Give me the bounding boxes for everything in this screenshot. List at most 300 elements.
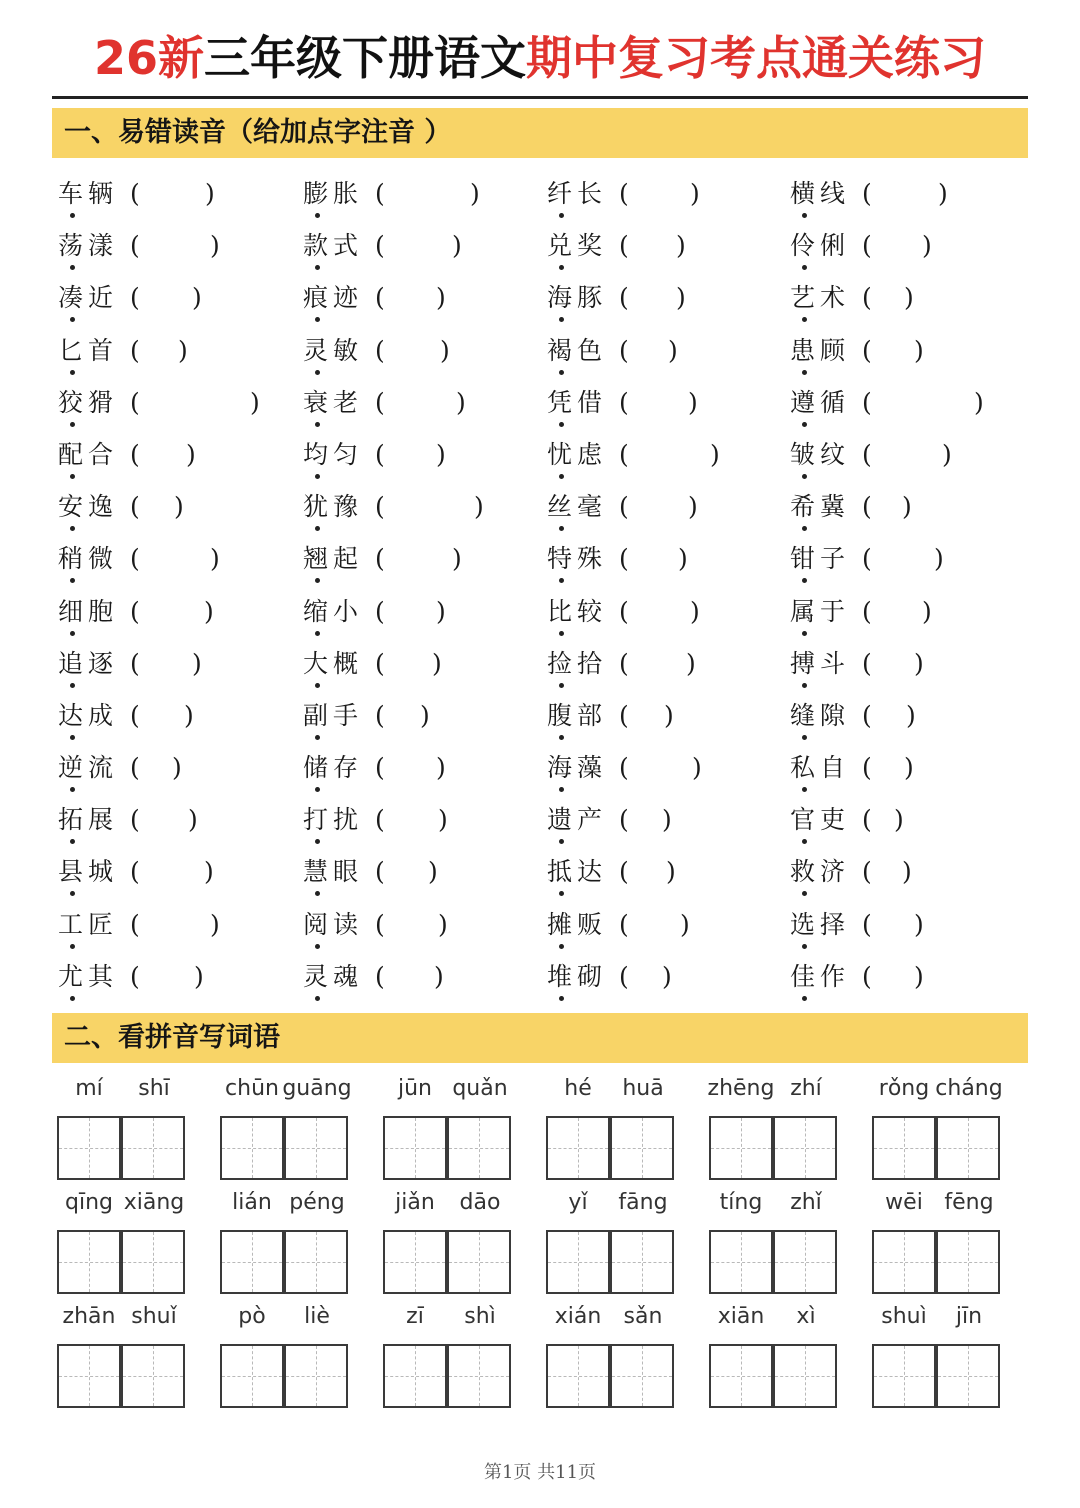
pinyin-syllable: xiāng (123, 1190, 185, 1215)
answer-blank[interactable] (639, 176, 686, 212)
answer-blank[interactable] (150, 646, 188, 682)
close-paren: ) (172, 753, 187, 783)
close-paren: ) (678, 544, 693, 574)
answer-blank[interactable] (395, 489, 470, 525)
writing-box[interactable] (773, 1116, 837, 1180)
word-row (0, 846, 1080, 898)
word-text: 凭借 (547, 377, 607, 429)
pinyin-syllable: wēi (885, 1190, 923, 1215)
word-item (58, 272, 212, 324)
answer-blank[interactable] (150, 489, 170, 525)
answer-blank[interactable] (882, 176, 934, 212)
writing-box[interactable] (57, 1344, 121, 1408)
answer-blank[interactable] (639, 959, 658, 995)
close-paren: ) (436, 283, 451, 313)
page-title (0, 28, 1080, 88)
pinyin-syllable: huā (622, 1076, 664, 1101)
word-text: 横线 (790, 168, 850, 220)
writing-box[interactable] (709, 1344, 773, 1408)
word-item (547, 481, 708, 533)
page-footer: 第1页 共11页 (483, 1462, 597, 1483)
open-paren: ( (862, 596, 877, 626)
word-item (547, 272, 696, 324)
writing-box[interactable] (383, 1344, 447, 1408)
close-paren: ) (210, 231, 225, 261)
word-row (0, 951, 1080, 1003)
writing-box[interactable] (936, 1116, 1000, 1180)
word-item (303, 638, 452, 690)
pinyin-word-block (220, 1072, 350, 1187)
answer-blank[interactable] (882, 437, 938, 473)
writing-box[interactable] (57, 1230, 121, 1294)
word-row (0, 899, 1080, 951)
pinyin-syllable: quǎn (452, 1076, 508, 1101)
word-item (790, 481, 922, 533)
word-text: 尤其 (58, 951, 118, 1003)
answer-blank[interactable] (395, 854, 424, 890)
word-text: 逆流 (58, 742, 118, 794)
writing-box[interactable] (447, 1344, 511, 1408)
writing-box[interactable] (610, 1344, 674, 1408)
answer-blank[interactable] (639, 594, 686, 630)
close-paren: ) (194, 961, 209, 991)
answer-blank[interactable] (882, 646, 910, 682)
answer-blank[interactable] (639, 541, 674, 577)
close-paren: ) (690, 596, 705, 626)
writing-box[interactable] (709, 1230, 773, 1294)
close-paren: ) (676, 231, 691, 261)
writing-box[interactable] (447, 1230, 511, 1294)
pinyin-word-block (546, 1186, 676, 1301)
word-text: 选择 (790, 899, 850, 951)
pinyin-word-block (546, 1300, 676, 1415)
open-paren: ( (375, 857, 390, 887)
answer-blank[interactable] (639, 907, 676, 943)
pinyin-syllable: jiǎn (395, 1190, 435, 1215)
answer-blank[interactable] (639, 437, 706, 473)
open-paren: ( (375, 596, 390, 626)
word-text: 海豚 (547, 272, 607, 324)
open-paren: ( (619, 805, 634, 835)
word-text: 遗产 (547, 794, 607, 846)
close-paren: ) (922, 231, 937, 261)
word-item (58, 638, 212, 690)
word-text: 佳作 (790, 951, 850, 1003)
open-paren: ( (375, 648, 390, 678)
word-item (58, 742, 192, 794)
word-item (58, 533, 230, 585)
writing-box[interactable] (546, 1116, 610, 1180)
word-text: 特殊 (547, 533, 607, 585)
answer-blank[interactable] (395, 228, 448, 264)
word-item (303, 794, 458, 846)
writing-box[interactable] (447, 1116, 511, 1180)
answer-blank[interactable] (882, 385, 970, 421)
open-paren: ( (862, 387, 877, 417)
answer-blank[interactable] (882, 333, 910, 369)
pinyin-word-block (709, 1072, 839, 1187)
pinyin-word-block (872, 1072, 1002, 1187)
close-paren: ) (210, 909, 225, 939)
title-part-1: 26新 (93, 31, 204, 85)
answer-blank[interactable] (639, 489, 684, 525)
pinyin-syllable: zhān (62, 1304, 116, 1329)
open-paren: ( (130, 387, 145, 417)
writing-box[interactable] (383, 1230, 447, 1294)
word-item (790, 899, 934, 951)
writing-box[interactable] (121, 1344, 185, 1408)
close-paren: ) (664, 700, 679, 730)
answer-blank[interactable] (150, 802, 184, 838)
word-row (0, 742, 1080, 794)
open-paren: ( (862, 700, 877, 730)
open-paren: ( (619, 179, 634, 208)
open-paren: ( (862, 439, 877, 469)
open-paren: ( (862, 805, 877, 835)
close-paren: ) (436, 596, 451, 626)
open-paren: ( (375, 231, 390, 261)
close-paren: ) (184, 700, 199, 730)
open-paren: ( (375, 805, 390, 835)
word-text: 荡漾 (58, 220, 118, 272)
writing-box[interactable] (284, 1344, 348, 1408)
close-paren: ) (440, 335, 455, 365)
word-text: 缩小 (303, 586, 363, 638)
answer-blank[interactable] (882, 854, 898, 890)
pinyin-syllable: dāo (459, 1190, 501, 1215)
close-paren: ) (934, 544, 949, 574)
writing-box[interactable] (383, 1116, 447, 1180)
word-text: 副手 (303, 690, 363, 742)
open-paren: ( (862, 857, 877, 887)
word-item (547, 377, 708, 429)
word-row (0, 638, 1080, 690)
answer-blank[interactable] (395, 541, 448, 577)
word-item (547, 168, 710, 220)
answer-blank[interactable] (639, 854, 662, 890)
answer-blank[interactable] (150, 437, 182, 473)
answer-blank[interactable] (150, 385, 246, 421)
section2-heading: 二、看拼音写词语 (52, 1013, 1028, 1063)
open-paren: ( (130, 961, 145, 991)
open-paren: ( (862, 492, 877, 522)
answer-blank[interactable] (150, 959, 190, 995)
pinyin-syllable: zhēng (707, 1076, 775, 1101)
pinyin-syllable: liè (304, 1304, 330, 1329)
pinyin-word-block (220, 1186, 350, 1301)
writing-box[interactable] (936, 1344, 1000, 1408)
word-text: 摊贩 (547, 899, 607, 951)
word-item (547, 533, 698, 585)
answer-blank[interactable] (395, 959, 430, 995)
open-paren: ( (619, 909, 634, 939)
pinyin-syllable: tíng (719, 1190, 763, 1215)
word-item (790, 846, 922, 898)
answer-blank[interactable] (639, 333, 664, 369)
word-item (303, 429, 456, 481)
close-paren: ) (178, 335, 193, 365)
close-paren: ) (922, 596, 937, 626)
writing-box[interactable] (121, 1230, 185, 1294)
writing-box[interactable] (872, 1344, 936, 1408)
answer-blank[interactable] (882, 541, 930, 577)
answer-blank[interactable] (395, 333, 436, 369)
word-item (547, 429, 730, 481)
open-paren: ( (862, 231, 877, 261)
word-text: 翘起 (303, 533, 363, 585)
word-item (790, 742, 924, 794)
answer-blank[interactable] (882, 594, 918, 630)
pinyin-word-block (57, 1300, 187, 1415)
word-item (790, 325, 934, 377)
open-paren: ( (619, 492, 634, 522)
close-paren: ) (420, 700, 435, 730)
word-item (58, 690, 204, 742)
open-paren: ( (375, 753, 390, 783)
word-text: 犹豫 (303, 481, 363, 533)
pinyin-word-block (220, 1300, 350, 1415)
answer-blank[interactable] (395, 750, 432, 786)
answer-blank[interactable] (882, 802, 892, 838)
answer-blank[interactable] (395, 802, 434, 838)
answer-blank[interactable] (395, 176, 466, 212)
word-item (58, 325, 198, 377)
open-paren: ( (130, 179, 145, 208)
word-item (58, 168, 225, 220)
close-paren: ) (690, 179, 705, 208)
pinyin-syllable: jūn (398, 1076, 432, 1101)
word-item (790, 377, 994, 429)
open-paren: ( (619, 335, 634, 365)
answer-blank[interactable] (150, 594, 200, 630)
open-paren: ( (862, 961, 877, 991)
close-paren: ) (186, 439, 201, 469)
open-paren: ( (619, 283, 634, 313)
answer-blank[interactable] (639, 228, 672, 264)
pinyin-syllable: zhǐ (790, 1190, 822, 1215)
word-text: 凑近 (58, 272, 118, 324)
word-item (303, 742, 456, 794)
writing-box[interactable] (773, 1344, 837, 1408)
writing-box[interactable] (709, 1116, 773, 1180)
word-text: 稍微 (58, 533, 118, 585)
pinyin-syllable: guāng (282, 1076, 352, 1101)
open-paren: ( (862, 753, 877, 783)
word-text: 腹部 (547, 690, 607, 742)
answer-blank[interactable] (150, 176, 201, 212)
answer-blank[interactable] (882, 698, 902, 734)
word-text: 安逸 (58, 481, 118, 533)
open-paren: ( (130, 596, 145, 626)
open-paren: ( (619, 231, 634, 261)
writing-box[interactable] (57, 1116, 121, 1180)
word-item (58, 794, 208, 846)
close-paren: ) (192, 283, 207, 313)
answer-blank[interactable] (639, 802, 658, 838)
word-text: 工匠 (58, 899, 118, 951)
answer-blank[interactable] (882, 280, 900, 316)
word-item (303, 168, 490, 220)
close-paren: ) (452, 544, 467, 574)
writing-box[interactable] (872, 1230, 936, 1294)
close-paren: ) (902, 857, 917, 887)
pinyin-syllable: pò (238, 1304, 266, 1329)
close-paren: ) (668, 335, 683, 365)
close-paren: ) (688, 492, 703, 522)
close-paren: ) (914, 648, 929, 678)
open-paren: ( (375, 283, 390, 313)
writing-box[interactable] (936, 1230, 1000, 1294)
word-item (790, 951, 934, 1003)
word-row (0, 168, 1080, 220)
pinyin-syllable: zhí (790, 1076, 822, 1101)
answer-blank[interactable] (639, 750, 688, 786)
open-paren: ( (862, 909, 877, 939)
answer-blank[interactable] (150, 280, 188, 316)
pinyin-word-block (872, 1300, 1002, 1415)
word-item (58, 220, 230, 272)
open-paren: ( (619, 544, 634, 574)
word-item (790, 533, 954, 585)
close-paren: ) (432, 648, 447, 678)
open-paren: ( (130, 544, 145, 574)
word-item (790, 220, 942, 272)
writing-box[interactable] (546, 1344, 610, 1408)
word-text: 匕首 (58, 325, 118, 377)
close-paren: ) (902, 492, 917, 522)
writing-box[interactable] (773, 1230, 837, 1294)
word-text: 救济 (790, 846, 850, 898)
answer-blank[interactable] (395, 646, 428, 682)
answer-blank[interactable] (150, 333, 174, 369)
word-item (58, 481, 194, 533)
answer-blank[interactable] (639, 698, 660, 734)
open-paren: ( (862, 648, 877, 678)
word-text: 打扰 (303, 794, 363, 846)
word-text: 比较 (547, 586, 607, 638)
open-paren: ( (130, 335, 145, 365)
pinyin-word-block (383, 1300, 513, 1415)
close-paren: ) (436, 753, 451, 783)
close-paren: ) (904, 283, 919, 313)
word-item (547, 690, 684, 742)
word-text: 痕迹 (303, 272, 363, 324)
close-paren: ) (438, 805, 453, 835)
word-item (547, 742, 712, 794)
answer-blank[interactable] (639, 280, 672, 316)
word-row (0, 533, 1080, 585)
word-text: 狡猾 (58, 377, 118, 429)
word-text: 灵魂 (303, 951, 363, 1003)
word-item (303, 220, 472, 272)
answer-blank[interactable] (882, 489, 898, 525)
answer-blank[interactable] (150, 750, 168, 786)
open-paren: ( (619, 700, 634, 730)
open-paren: ( (130, 909, 145, 939)
word-item (58, 586, 224, 638)
close-paren: ) (474, 492, 489, 522)
close-paren: ) (210, 544, 225, 574)
word-item (790, 794, 914, 846)
answer-blank[interactable] (639, 385, 684, 421)
word-row (0, 220, 1080, 272)
word-item (547, 951, 682, 1003)
word-text: 车辆 (58, 168, 118, 220)
answer-blank[interactable] (639, 646, 682, 682)
close-paren: ) (974, 387, 989, 417)
word-row (0, 325, 1080, 377)
writing-box[interactable] (121, 1116, 185, 1180)
writing-box[interactable] (546, 1230, 610, 1294)
answer-blank[interactable] (882, 959, 910, 995)
pinyin-syllable: fēng (944, 1190, 994, 1215)
answer-blank[interactable] (882, 750, 900, 786)
close-paren: ) (174, 492, 189, 522)
pinyin-syllable: hé (564, 1076, 592, 1101)
answer-blank[interactable] (395, 437, 432, 473)
word-row (0, 586, 1080, 638)
pinyin-syllable: lián (232, 1190, 272, 1215)
writing-box[interactable] (220, 1230, 284, 1294)
answer-blank[interactable] (395, 907, 434, 943)
writing-box[interactable] (284, 1230, 348, 1294)
word-row (0, 481, 1080, 533)
answer-blank[interactable] (150, 228, 206, 264)
word-text: 款式 (303, 220, 363, 272)
answer-blank[interactable] (150, 854, 200, 890)
pinyin-syllable: fāng (618, 1190, 668, 1215)
close-paren: ) (914, 961, 929, 991)
pinyin-syllable: shuì (881, 1304, 927, 1329)
answer-blank[interactable] (882, 907, 910, 943)
writing-box[interactable] (872, 1116, 936, 1180)
pinyin-word-block (57, 1186, 187, 1301)
word-text: 灵敏 (303, 325, 363, 377)
close-paren: ) (188, 805, 203, 835)
open-paren: ( (375, 439, 390, 469)
answer-blank[interactable] (395, 280, 432, 316)
writing-box[interactable] (220, 1116, 284, 1180)
answer-blank[interactable] (882, 228, 918, 264)
answer-blank[interactable] (395, 385, 452, 421)
answer-blank[interactable] (150, 907, 206, 943)
writing-box[interactable] (284, 1116, 348, 1180)
word-text: 堆砌 (547, 951, 607, 1003)
pinyin-syllable: xián (554, 1304, 602, 1329)
open-paren: ( (375, 387, 390, 417)
close-paren: ) (688, 387, 703, 417)
pinyin-word-block (57, 1072, 187, 1187)
answer-blank[interactable] (150, 541, 206, 577)
answer-blank[interactable] (395, 698, 416, 734)
pinyin-syllable: chūn (225, 1076, 279, 1101)
close-paren: ) (192, 648, 207, 678)
word-item (303, 533, 472, 585)
answer-blank[interactable] (150, 698, 180, 734)
word-text: 纤长 (547, 168, 607, 220)
word-text: 丝毫 (547, 481, 607, 533)
pinyin-syllable: sǎn (623, 1304, 663, 1329)
open-paren: ( (619, 596, 634, 626)
open-paren: ( (862, 179, 877, 208)
writing-box[interactable] (610, 1116, 674, 1180)
writing-box[interactable] (610, 1230, 674, 1294)
writing-box[interactable] (220, 1344, 284, 1408)
word-text: 缝隙 (790, 690, 850, 742)
close-paren: ) (456, 387, 471, 417)
word-text: 伶俐 (790, 220, 850, 272)
answer-blank[interactable] (395, 594, 432, 630)
